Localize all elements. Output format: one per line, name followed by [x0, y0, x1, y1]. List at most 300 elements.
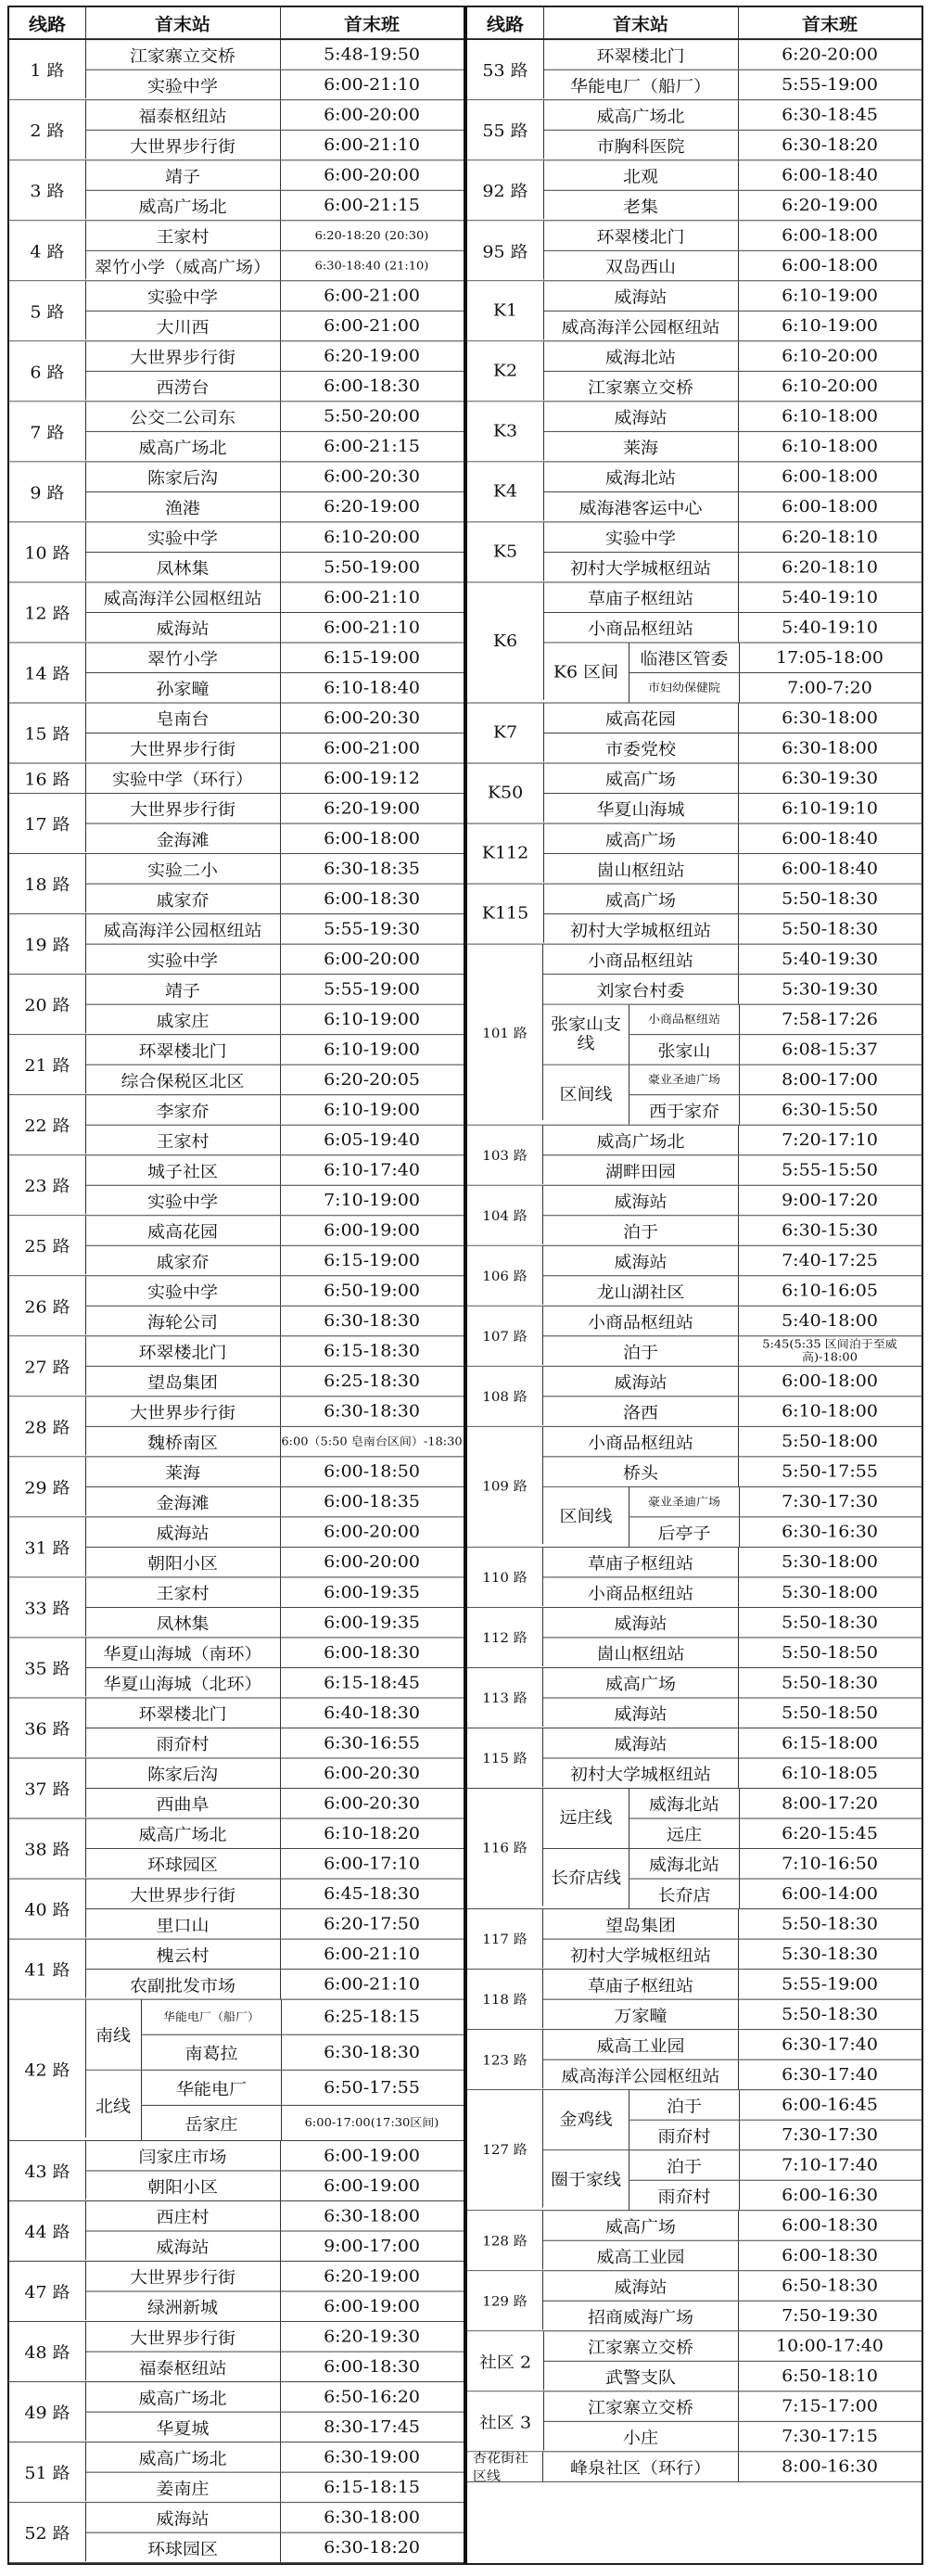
service-hours: 6:00-18:00 [782, 1371, 878, 1391]
service-hours: 5:50-18:30 [782, 1613, 878, 1632]
table-row [9, 1095, 464, 1136]
service-hours: 6:10-17:40 [324, 1160, 420, 1180]
service-hours: 9:00-17:20 [782, 1191, 878, 1210]
stop-name: 威海北站 [543, 341, 739, 371]
table-row [9, 2322, 464, 2363]
stop-name: 威高广场北 [85, 191, 281, 221]
stop-name: 威高广场北 [85, 2442, 281, 2472]
service-hours: 6:00-19:35 [324, 1582, 420, 1602]
stop-name: 华夏城 [85, 2413, 281, 2442]
sub-route-label: 南线 [85, 2000, 141, 2069]
stop-name: 泊于 [629, 2150, 740, 2180]
stop-name: 岳家庄 [141, 2106, 282, 2140]
stop-name: 大川西 [85, 312, 281, 341]
stop-name: 小商品枢纽站 [629, 1005, 740, 1035]
table-row [9, 1577, 464, 1618]
stop-name: 综合保税区北区 [85, 1065, 281, 1095]
service-hours: 9:00-17:00 [324, 2237, 420, 2256]
service-hours: 6:50-16:20 [324, 2387, 420, 2407]
stop-name: 西庄村 [85, 2201, 281, 2231]
table-row [9, 643, 464, 683]
stop-name: 雨夼村 [629, 2121, 740, 2150]
stop-name: 威高广场 [543, 2211, 739, 2240]
table-row [467, 160, 922, 201]
route-number: 7 路 [9, 402, 86, 460]
service-hours: 6:00-20:00 [324, 105, 420, 125]
route-number: 101 路 [467, 945, 543, 1121]
route-number: 110 路 [467, 1548, 543, 1606]
service-hours: 6:00-18:30 [782, 2246, 878, 2265]
stop-name: 初村大学城枢纽站 [543, 1940, 739, 1970]
stop-name: 海轮公司 [85, 1307, 281, 1336]
service-hours: 6:20-18:10 [782, 527, 878, 547]
route-number: 10 路 [9, 522, 86, 580]
service-hours: 7:00-7:20 [787, 678, 872, 697]
service-hours: 6:30-18:00 [782, 708, 878, 728]
table-row [467, 1728, 922, 1766]
stop-name: 莱海 [85, 1457, 281, 1486]
service-hours: 6:00-20:30 [324, 1764, 420, 1783]
service-hours: 6:00-18:30 [324, 1642, 420, 1663]
table-row [467, 1668, 922, 1706]
service-hours: 6:00-19:00 [324, 2176, 420, 2196]
service-hours: 6:25-18:30 [324, 1371, 420, 1391]
stop-name: 江家寨立交桥 [543, 372, 739, 402]
service-hours: 7:58-17:26 [782, 1010, 878, 1029]
stop-name: 小庄 [543, 2422, 739, 2452]
table-header [467, 7, 922, 40]
stop-name: 威高广场 [543, 764, 739, 794]
route-number: 25 路 [9, 1216, 86, 1274]
route-number: K112 [467, 824, 544, 883]
table-row [467, 824, 922, 863]
service-hours: 5:50-18:30 [782, 919, 878, 939]
service-hours: 6:30-18:45 [782, 105, 878, 125]
service-hours: 6:30-18:40 (21:10) [314, 259, 429, 273]
stop-name: 威海港客运中心 [543, 492, 739, 522]
service-hours: 5:55-19:30 [324, 919, 420, 939]
service-hours: 6:00-21:10 [324, 135, 420, 155]
table-row [9, 2201, 464, 2242]
service-hours: 6:20-19:00 [324, 346, 420, 366]
stop-name: 市胸科医院 [543, 131, 739, 160]
stop-name: 长夼店 [629, 1880, 740, 1909]
service-hours: 6:40-18:30 [324, 1703, 420, 1723]
route-number: 2 路 [9, 100, 86, 159]
route-number: K5 [467, 522, 544, 580]
timetable-left-column [7, 6, 465, 2565]
stop-name: 威高广场北 [85, 2382, 281, 2412]
stop-name: 华夏山海城（南环） [85, 1638, 281, 1667]
stop-name: 威高海洋公园枢纽站 [85, 582, 281, 612]
table-row [467, 1909, 922, 1947]
service-hours: 8:00-17:20 [782, 1793, 878, 1814]
service-hours: 8:30-17:45 [324, 2417, 420, 2437]
table-row [9, 1638, 464, 1678]
header-stop: 首末站 [85, 7, 281, 38]
table-row [467, 1608, 922, 1646]
route-number: 108 路 [467, 1367, 543, 1425]
route-number: 115 路 [467, 1728, 543, 1787]
route-number: 127 路 [467, 2090, 543, 2207]
service-hours: 7:30-17:30 [782, 1492, 878, 1511]
route-number: 35 路 [9, 1638, 86, 1696]
stop-name: 实验中学 [85, 1186, 281, 1216]
stop-name: 威海站 [543, 1608, 739, 1638]
route-number: 104 路 [467, 1186, 543, 1244]
stop-name: 后亭子 [629, 1517, 740, 1547]
stop-name: 朝阳小区 [85, 1548, 281, 1577]
stop-name: 湖畔田园 [543, 1155, 739, 1185]
service-hours: 5:30-18:00 [782, 1582, 878, 1602]
service-hours: 6:00-19:35 [324, 1613, 420, 1632]
service-hours: 6:00-18:35 [324, 1492, 420, 1511]
stop-name: 威高海洋公园枢纽站 [543, 2060, 739, 2090]
table-row [467, 402, 922, 441]
service-hours: 5:50-18:30 [782, 1673, 878, 1692]
stop-name: 威高广场 [543, 885, 739, 914]
stop-name: 桥头 [543, 1457, 739, 1486]
route-number: 40 路 [9, 1880, 86, 1938]
service-hours: 6:30-18:30 [324, 1311, 420, 1331]
route-number: 52 路 [9, 2503, 86, 2561]
stop-name: 环翠楼北门 [85, 1035, 281, 1065]
service-hours: 6:00-16:45 [782, 2095, 878, 2115]
service-hours: 6:45-18:30 [324, 1884, 420, 1904]
service-hours: 7:15-17:00 [782, 2396, 878, 2417]
service-hours: 6:00-14:00 [782, 1884, 878, 1904]
table-row [9, 1035, 464, 1076]
stop-name: 农副批发市场 [85, 1970, 281, 1999]
stop-name: 泊于 [629, 2090, 740, 2120]
table-row [9, 794, 464, 835]
service-hours: 6:00-21:10 [324, 1945, 420, 1964]
stop-name: 初村大学城枢纽站 [543, 553, 739, 582]
service-hours: 6:00-20:00 [324, 165, 420, 185]
stop-name: 福泰枢纽站 [85, 100, 281, 130]
service-hours: 6:50-18:30 [782, 2276, 878, 2296]
stop-name: 江家寨立交桥 [85, 40, 281, 70]
stop-name: 雨夼村 [629, 2181, 740, 2211]
route-number: 43 路 [9, 2141, 86, 2200]
service-hours: 6:20-19:00 [782, 196, 878, 215]
table-row [9, 522, 464, 563]
table-row [9, 402, 464, 442]
table-row [467, 2452, 922, 2482]
stop-name: 凤林集 [85, 553, 281, 582]
service-hours: 6:00-21:10 [324, 618, 420, 637]
service-hours: 7:40-17:25 [782, 1251, 878, 1270]
stop-name: 朝阳小区 [85, 2171, 281, 2200]
sub-route-label: 北线 [85, 2071, 141, 2139]
service-hours: 6:00-16:30 [782, 2186, 878, 2205]
service-hours: 6:00-18:30 [324, 376, 420, 396]
stop-name: 金海滩 [85, 824, 281, 854]
stop-name: 皂南台 [85, 703, 281, 733]
stop-name: 豪业圣迪广场 [629, 1065, 740, 1095]
stop-name: 小商品枢纽站 [543, 1307, 739, 1336]
stop-name: 凤林集 [85, 1608, 281, 1638]
stop-name: 戚家夼 [85, 1246, 281, 1276]
service-hours: 6:25-18:15 [324, 2007, 420, 2027]
table-row [467, 1246, 922, 1284]
stop-name: 豪业圣迪广场 [629, 1487, 740, 1517]
stop-name: 小商品枢纽站 [543, 1427, 739, 1457]
route-number: 社区 2 [467, 2331, 544, 2390]
stop-name: 姜南庄 [85, 2473, 281, 2503]
table-row [467, 281, 922, 321]
stop-name: 威海北站 [629, 1789, 740, 1818]
service-hours: 5:50-18:30 [782, 2005, 878, 2024]
service-hours: 5:30-18:00 [782, 1552, 878, 1572]
service-hours: 6:30-17:40 [782, 2065, 878, 2085]
route-number: 49 路 [9, 2382, 86, 2441]
stop-name: 环翠楼北门 [85, 1698, 281, 1728]
stop-name: 实验二小 [85, 854, 281, 884]
service-hours: 6:00-21:00 [324, 286, 420, 306]
sub-route-label: 区间线 [543, 1487, 629, 1546]
table-row [9, 1396, 464, 1437]
table-row [467, 1126, 922, 1164]
sub-route-label: 张家山支线 [543, 1005, 629, 1064]
stop-name: 华能电厂 [141, 2071, 282, 2105]
service-hours: 6:00-20:00 [324, 950, 420, 969]
sub-route-label: K6 区间 [543, 643, 629, 701]
stop-name: 环球园区 [85, 2533, 281, 2563]
route-number: 29 路 [9, 1457, 86, 1515]
table-row [9, 2141, 464, 2182]
stop-name: 华夏山海城（北环） [85, 1668, 281, 1698]
table-row [9, 1155, 464, 1196]
service-hours: 7:30-17:30 [782, 2125, 878, 2145]
service-hours: 5:50-20:00 [324, 406, 420, 427]
stop-name: 威海站 [543, 1367, 739, 1396]
stop-name: 雨夼村 [85, 1728, 281, 1758]
timetable-right-column [465, 6, 923, 2565]
service-hours: 6:10-20:00 [782, 376, 878, 396]
table-row [9, 854, 464, 895]
service-hours: 5:55-19:00 [782, 1974, 878, 1995]
stop-name: 威高广场北 [85, 1819, 281, 1849]
table-row [9, 2262, 464, 2302]
stop-name: 威高广场 [543, 1668, 739, 1698]
stop-name: 王家村 [85, 221, 281, 250]
table-row [9, 100, 464, 141]
stop-name: 金海滩 [85, 1487, 281, 1517]
service-hours: 6:30-18:00 [324, 2206, 420, 2225]
service-hours: 6:10-18:20 [324, 1824, 420, 1843]
route-number: K115 [467, 885, 544, 943]
table-row [9, 1880, 464, 1919]
table-row [467, 2211, 922, 2249]
service-hours: 6:10-18:00 [782, 406, 878, 427]
sub-route-label: 圈于家线 [543, 2150, 629, 2209]
stop-name: 峰泉社区（环行） [543, 2452, 739, 2481]
route-number: 117 路 [467, 1909, 543, 1968]
route-number: 95 路 [467, 221, 544, 279]
stop-name: 华能电厂（船厂） [543, 70, 739, 100]
service-hours: 7:10-19:00 [324, 1191, 420, 1210]
stop-name: 北观 [543, 160, 739, 190]
service-hours: 6:20-15:45 [782, 1824, 878, 1843]
service-hours: 6:30-18:30 [324, 2043, 420, 2062]
table-row [467, 221, 922, 261]
stop-name: 草庙子枢纽站 [543, 1970, 739, 1999]
service-hours: 5:50-18:30 [782, 1914, 878, 1934]
service-hours: 6:05-19:40 [324, 1130, 420, 1150]
stop-name: 小商品枢纽站 [543, 1577, 739, 1607]
table-row [9, 1819, 464, 1859]
route-number: 44 路 [9, 2201, 86, 2260]
service-hours: 5:50-18:00 [782, 1432, 878, 1451]
stop-name: 泊于 [543, 1336, 739, 1366]
table-row [467, 100, 922, 141]
route-number: 42 路 [9, 2000, 86, 2138]
service-hours: 6:00（5:50 皂南台区间）-18:30 [281, 1435, 463, 1448]
stop-name: 威高广场 [543, 824, 739, 854]
service-hours: 6:00-18:30 [782, 2215, 878, 2236]
service-hours: 6:10-19:00 [782, 316, 878, 336]
stop-name: 草庙子枢纽站 [543, 582, 739, 612]
route-number: 21 路 [9, 1035, 86, 1093]
route-number: 47 路 [9, 2262, 86, 2320]
stop-name: 威高广场北 [543, 1126, 739, 1155]
table-row [9, 2503, 464, 2544]
service-hours: 6:30-18:30 [324, 1401, 420, 1422]
stop-name: 渔港 [85, 492, 281, 522]
route-number: 106 路 [467, 1246, 543, 1305]
route-number: 27 路 [9, 1336, 86, 1395]
route-number: K6 [467, 582, 544, 699]
service-hours: 6:20-18:10 [782, 557, 878, 577]
route-number: 31 路 [9, 1517, 86, 1575]
service-hours: 6:00-18:40 [782, 859, 878, 879]
stop-name: 威高海洋公园枢纽站 [543, 312, 739, 341]
stop-name: 实验中学 [85, 70, 281, 100]
stop-name: 孙家疃 [85, 673, 281, 703]
route-number: 17 路 [9, 794, 86, 852]
service-hours: 6:30-15:50 [782, 1100, 878, 1120]
stop-name: 威高工业园 [543, 2030, 739, 2060]
service-hours: 6:00-20:00 [324, 1552, 420, 1572]
stop-name: 草庙子枢纽站 [543, 1548, 739, 1577]
table-row [9, 1336, 464, 1377]
service-hours: 5:40-19:30 [782, 950, 878, 969]
service-hours: 6:00-18:00 [782, 497, 878, 516]
service-hours: 6:10-16:05 [782, 1281, 878, 1301]
stop-name: 威海北站 [543, 462, 739, 491]
stop-name: 西曲阜 [85, 1789, 281, 1818]
route-number: 3 路 [9, 160, 86, 219]
table-row [467, 764, 922, 803]
service-hours: 6:08-15:37 [782, 1039, 878, 1060]
stop-name: 威海站 [543, 2271, 739, 2301]
service-hours: 6:30-19:30 [782, 769, 878, 788]
service-hours: 6:10-19:10 [782, 798, 878, 819]
stop-name: 福泰枢纽站 [85, 2353, 281, 2382]
service-hours: 6:30-16:30 [782, 1522, 878, 1542]
table-row [9, 1457, 464, 1498]
stop-name: 实验中学 [85, 522, 281, 552]
stop-name: 崮山枢纽站 [543, 854, 739, 884]
table-row [467, 703, 922, 743]
header-stop: 首末站 [543, 7, 739, 38]
table-row [9, 1216, 464, 1256]
stop-name: 槐云村 [85, 1940, 281, 1970]
stop-name: 大世界步行街 [85, 341, 281, 371]
bus-timetable [7, 6, 921, 2559]
header-route: 线路 [467, 7, 544, 38]
table-row [9, 2382, 464, 2423]
service-hours: 6:00-17:00(17:30区间) [304, 2116, 439, 2130]
table-row [9, 1698, 464, 1739]
stop-name: 江家寨立交桥 [543, 2331, 739, 2361]
service-hours: 6:30-18:35 [324, 859, 420, 879]
stop-name: 市委党校 [543, 733, 739, 763]
sub-route-label: 金鸡线 [543, 2090, 629, 2149]
service-hours: 5:50-17:55 [782, 1461, 878, 1482]
table-row [9, 703, 464, 744]
service-hours: 6:00-21:10 [324, 75, 420, 95]
route-number: 23 路 [9, 1155, 86, 1214]
table-row [467, 2391, 922, 2432]
service-hours: 6:30-18:00 [782, 738, 878, 758]
stop-name: 城子社区 [85, 1155, 281, 1185]
stop-name: 西于家夼 [629, 1095, 740, 1125]
route-number: 48 路 [9, 2322, 86, 2380]
stop-name: 大世界步行街 [85, 2322, 281, 2352]
table-row [467, 2271, 922, 2309]
route-number: 129 路 [467, 2271, 543, 2329]
route-number: 51 路 [9, 2442, 86, 2501]
service-hours: 6:50-19:00 [324, 1281, 420, 1301]
route-number: K50 [467, 764, 544, 823]
route-number: K2 [467, 341, 544, 400]
service-hours: 6:50-18:10 [782, 2366, 878, 2386]
stop-name: 大世界步行街 [85, 1396, 281, 1426]
service-hours: 6:00-19:00 [324, 2297, 420, 2316]
service-hours: 6:00-19:00 [324, 1220, 420, 1241]
stop-name: 实验中学 [543, 522, 739, 552]
stop-name: 陈家后沟 [85, 1758, 281, 1788]
stop-name: 威高花园 [543, 703, 739, 733]
table-row [467, 462, 922, 502]
stop-name: 武警支队 [543, 2362, 739, 2391]
service-hours: 8:00-16:30 [782, 2456, 878, 2477]
stop-name: 靖子 [85, 975, 281, 1004]
stop-name: 望岛集团 [543, 1909, 739, 1939]
service-hours: 6:00-18:30 [324, 889, 420, 909]
service-hours: 6:10-18:40 [324, 678, 420, 697]
table-row [467, 885, 922, 924]
route-number: 28 路 [9, 1396, 86, 1455]
route-number: 128 路 [467, 2211, 543, 2269]
route-number: 113 路 [467, 1668, 543, 1727]
header-time: 首末班 [802, 13, 858, 35]
stop-name: 大世界步行街 [85, 733, 281, 763]
service-hours: 6:00-18:00 [782, 256, 878, 275]
stop-name: 翠竹小学（威高广场） [85, 251, 281, 281]
stop-name: 实验中学 [85, 945, 281, 975]
header-route: 线路 [9, 7, 86, 38]
table-row [467, 40, 922, 81]
route-number: 12 路 [9, 582, 86, 641]
service-hours: 6:10-19:00 [324, 1039, 420, 1060]
stop-name: 环翠楼北门 [85, 1336, 281, 1366]
stop-name: 实验中学 [85, 281, 281, 311]
service-hours: 10:00-17:40 [776, 2336, 884, 2356]
route-number: 9 路 [9, 462, 86, 520]
